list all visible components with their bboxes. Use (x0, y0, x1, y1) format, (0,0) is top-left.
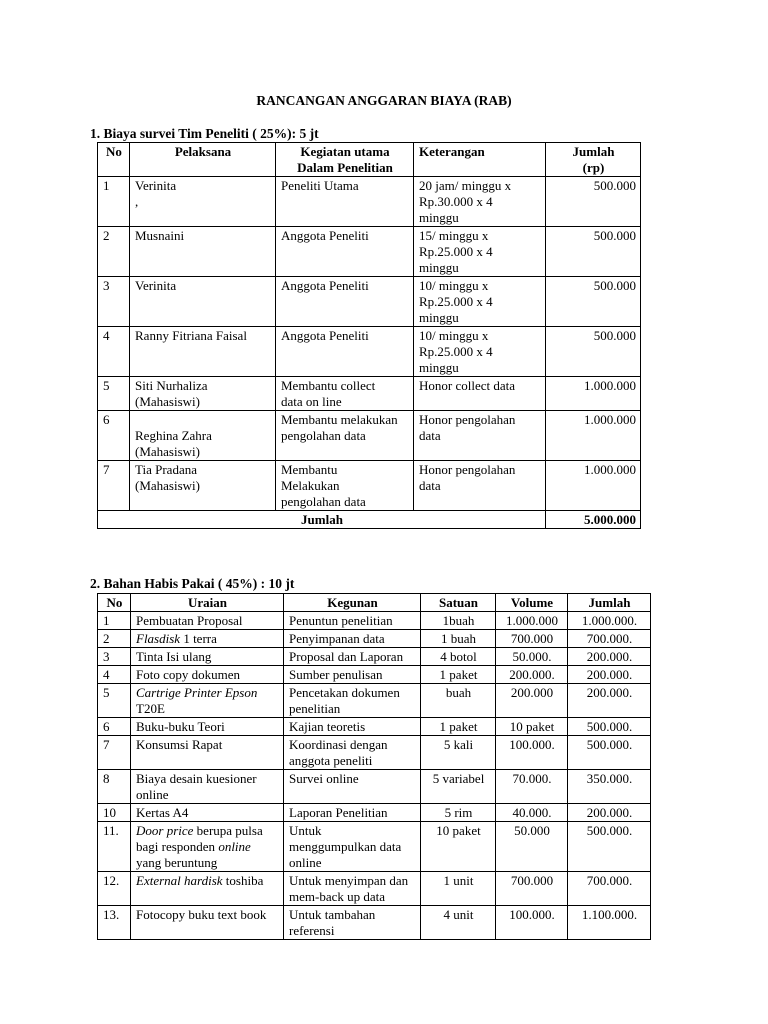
row-jumlah: 200.000. (568, 804, 651, 822)
row-jumlah: 500.000. (568, 718, 651, 736)
table-row (98, 630, 651, 648)
row-jumlah: 500.000 (546, 227, 641, 277)
uraian-text: toshiba (222, 873, 264, 888)
row-no: 12. (98, 872, 131, 906)
row-pelaksana: Tia Pradana (Mahasiswi) (130, 461, 276, 511)
row-uraian: Foto copy dokumen (131, 666, 284, 684)
row-jumlah: 500.000 (546, 277, 641, 327)
row-kegiatan: Anggota Peneliti (276, 327, 414, 377)
row-kegunaan: Pencetakan dokumen penelitian (284, 684, 421, 718)
row-satuan: 4 unit (421, 906, 496, 940)
header-jumlah: Jumlah (568, 594, 651, 612)
row-uraian: Konsumsi Rapat (131, 736, 284, 770)
section2-heading: 2. Bahan Habis Pakai ( 45%) : 10 jt (90, 576, 295, 591)
row-kegiatan: Membantu Melakukan pengolahan data (276, 461, 414, 511)
table-row (98, 718, 651, 736)
uraian-italic-text: External hardisk (136, 873, 223, 888)
row-pelaksana: Ranny Fitriana Faisal (130, 327, 276, 377)
row-no: 5 (98, 377, 130, 411)
row-no: 7 (98, 736, 131, 770)
row-satuan: 1 paket (421, 718, 496, 736)
section1-heading: 1. Biaya survei Tim Peneliti ( 25%): 5 jt (90, 126, 319, 141)
row-volume: 50.000. (496, 648, 568, 666)
table-row (98, 666, 651, 684)
row-kegunaan: Laporan Penelitian (284, 804, 421, 822)
row-no: 11. (98, 822, 131, 872)
row-jumlah: 700.000. (568, 630, 651, 648)
row-volume: 100.000. (496, 906, 568, 940)
row-satuan: 10 paket (421, 822, 496, 872)
row-volume: 700.000 (496, 630, 568, 648)
row-kegunaan: Penuntun penelitian (284, 612, 421, 630)
row-kegiatan: Anggota Peneliti (276, 227, 414, 277)
row-no: 7 (98, 461, 130, 511)
table-row (98, 906, 651, 940)
row-volume: 50.000 (496, 822, 568, 872)
header-satuan: Satuan (421, 594, 496, 612)
row-jumlah: 350.000. (568, 770, 651, 804)
uraian-tail-text: yang beruntung (136, 855, 218, 870)
row-jumlah: 500.000. (568, 822, 651, 872)
header-volume: Volume (496, 594, 568, 612)
table-row (98, 227, 641, 277)
row-no: 2 (98, 227, 130, 277)
table-row (98, 770, 651, 804)
row-volume: 70.000. (496, 770, 568, 804)
table-row (98, 377, 641, 411)
row-jumlah: 1.000.000. (568, 612, 651, 630)
row-keterangan: Honor collect data (414, 377, 546, 411)
uraian-italic-text: Cartrige Printer Epson (136, 685, 258, 700)
table-header-row (98, 594, 651, 612)
row-jumlah: 1.000.000 (546, 461, 641, 511)
row-uraian (131, 684, 284, 718)
table-row (98, 804, 651, 822)
uraian-text: T20E (136, 701, 165, 716)
row-no: 4 (98, 666, 131, 684)
row-volume: 10 paket (496, 718, 568, 736)
row-kegiatan: Peneliti Utama (276, 177, 414, 227)
row-no: 6 (98, 718, 131, 736)
row-jumlah: 1.000.000 (546, 377, 641, 411)
table-row (98, 684, 651, 718)
row-satuan: 5 kali (421, 736, 496, 770)
row-jumlah: 200.000. (568, 648, 651, 666)
row-uraian: Tinta Isi ulang (131, 648, 284, 666)
consumables-table (97, 593, 651, 940)
row-no: 4 (98, 327, 130, 377)
row-volume: 200.000 (496, 684, 568, 718)
row-no: 3 (98, 648, 131, 666)
row-keterangan: Honor pengolahan data (414, 411, 546, 461)
row-kegunaan: Untuk menggumpulkan data online (284, 822, 421, 872)
total-row (98, 511, 641, 529)
row-no: 10 (98, 804, 131, 822)
table-row (98, 177, 641, 227)
row-no: 6 (98, 411, 130, 461)
row-keterangan: 10/ minggu x Rp.25.000 x 4 minggu (414, 277, 546, 327)
row-satuan: 1buah (421, 612, 496, 630)
row-satuan: 4 botol (421, 648, 496, 666)
row-no: 8 (98, 770, 131, 804)
row-jumlah: 500.000 (546, 177, 641, 227)
row-keterangan: 10/ minggu x Rp.25.000 x 4 minggu (414, 327, 546, 377)
total-label: Jumlah (98, 511, 546, 529)
uraian-italic-text: Door price (136, 823, 194, 838)
table-row (98, 461, 641, 511)
row-no: 5 (98, 684, 131, 718)
header-no: No (98, 594, 131, 612)
row-uraian (131, 822, 284, 872)
uraian-text: berupa pulsa bagi responden (136, 823, 263, 854)
total-value: 5.000.000 (546, 511, 641, 529)
row-uraian: Buku-buku Teori (131, 718, 284, 736)
row-kegunaan: Kajian teoretis (284, 718, 421, 736)
header-jumlah: Jumlah (rp) (546, 143, 641, 177)
header-uraian: Uraian (131, 594, 284, 612)
uraian-italic-text-2: online (218, 839, 251, 854)
row-kegunaan: Untuk menyimpan dan mem-back up data (284, 872, 421, 906)
row-pelaksana: Siti Nurhaliza (Mahasiswi) (130, 377, 276, 411)
row-no: 13. (98, 906, 131, 940)
row-uraian: Fotocopy buku text book (131, 906, 284, 940)
row-kegunaan: Koordinasi dengan anggota peneliti (284, 736, 421, 770)
row-kegunaan: Sumber penulisan (284, 666, 421, 684)
row-uraian (131, 872, 284, 906)
row-jumlah: 1.000.000 (546, 411, 641, 461)
table-row (98, 277, 641, 327)
document-title: RANCANGAN ANGGARAN BIAYA (RAB) (256, 93, 512, 108)
table-row (98, 327, 641, 377)
header-no: No (98, 143, 130, 177)
row-keterangan: Honor pengolahan data (414, 461, 546, 511)
table-row (98, 822, 651, 872)
row-pelaksana: Verinita , (130, 177, 276, 227)
row-kegiatan: Membantu collect data on line (276, 377, 414, 411)
row-volume: 100.000. (496, 736, 568, 770)
row-pelaksana: Reghina Zahra (Mahasiswi) (130, 411, 276, 461)
row-no: 1 (98, 177, 130, 227)
header-kegunaan: Kegunan (284, 594, 421, 612)
row-volume: 200.000. (496, 666, 568, 684)
table-row (98, 411, 641, 461)
row-jumlah: 500.000. (568, 736, 651, 770)
row-uraian: Biaya desain kuesioner online (131, 770, 284, 804)
uraian-text: 1 terra (180, 631, 217, 646)
row-pelaksana: Verinita (130, 277, 276, 327)
row-volume: 40.000. (496, 804, 568, 822)
table-row (98, 736, 651, 770)
row-satuan: buah (421, 684, 496, 718)
row-jumlah: 200.000. (568, 684, 651, 718)
table-row (98, 612, 651, 630)
header-pelaksana: Pelaksana (130, 143, 276, 177)
row-jumlah: 500.000 (546, 327, 641, 377)
row-keterangan: 20 jam/ minggu x Rp.30.000 x 4 minggu (414, 177, 546, 227)
row-uraian: Pembuatan Proposal (131, 612, 284, 630)
row-kegunaan: Penyimpanan data (284, 630, 421, 648)
row-volume: 1.000.000 (496, 612, 568, 630)
table-header-row (98, 143, 641, 177)
row-keterangan: 15/ minggu x Rp.25.000 x 4 minggu (414, 227, 546, 277)
row-satuan: 1 paket (421, 666, 496, 684)
row-uraian: Kertas A4 (131, 804, 284, 822)
row-kegiatan: Anggota Peneliti (276, 277, 414, 327)
row-no: 3 (98, 277, 130, 327)
row-kegunaan: Untuk tambahan referensi (284, 906, 421, 940)
row-no: 1 (98, 612, 131, 630)
row-kegunaan: Survei online (284, 770, 421, 804)
row-jumlah: 200.000. (568, 666, 651, 684)
table-row (98, 648, 651, 666)
row-uraian (131, 630, 284, 648)
row-pelaksana: Musnaini (130, 227, 276, 277)
row-no: 2 (98, 630, 131, 648)
row-kegunaan: Proposal dan Laporan (284, 648, 421, 666)
table-row (98, 872, 651, 906)
row-satuan: 5 variabel (421, 770, 496, 804)
survey-cost-table (97, 142, 641, 529)
row-kegiatan: Membantu melakukan pengolahan data (276, 411, 414, 461)
row-satuan: 1 buah (421, 630, 496, 648)
row-volume: 700.000 (496, 872, 568, 906)
uraian-italic-text: Flasdisk (136, 631, 181, 646)
row-jumlah: 1.100.000. (568, 906, 651, 940)
row-jumlah: 700.000. (568, 872, 651, 906)
header-kegiatan: Kegiatan utama Dalam Penelitian (276, 143, 414, 177)
row-satuan: 1 unit (421, 872, 496, 906)
header-keterangan: Keterangan (414, 143, 546, 177)
row-satuan: 5 rim (421, 804, 496, 822)
